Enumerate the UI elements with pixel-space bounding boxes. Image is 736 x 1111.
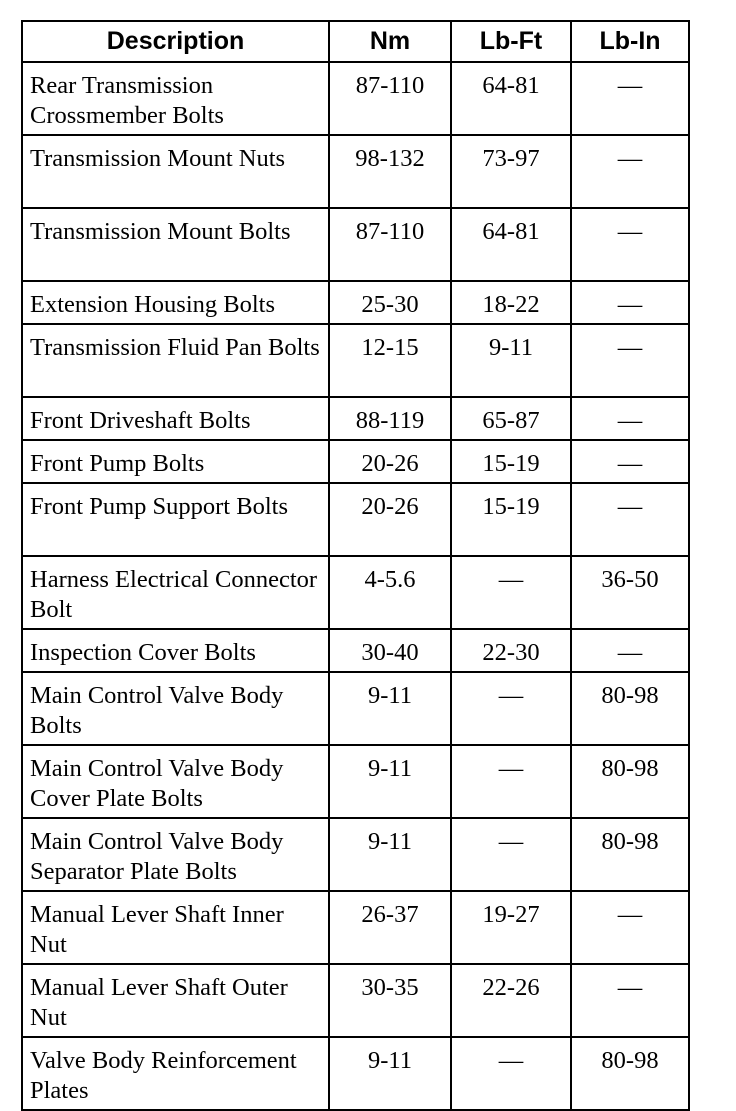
description-cell: Main Control Valve Body Cover Plate Bolts [22, 745, 329, 818]
nm-cell: 25-30 [329, 281, 451, 324]
nm-cell: 9-11 [329, 1037, 451, 1110]
lb-in-cell: 80-98 [571, 672, 689, 745]
nm-cell: 4-5.6 [329, 556, 451, 629]
description-cell: Transmission Mount Nuts [22, 135, 329, 208]
description-cell: Manual Lever Shaft Inner Nut [22, 891, 329, 964]
lb-ft-cell: — [451, 1037, 571, 1110]
table-row [22, 556, 689, 629]
description-cell: Transmission Mount Bolts [22, 208, 329, 281]
lb-in-cell: — [571, 964, 689, 1037]
table-row [22, 629, 689, 672]
lb-ft-cell: — [451, 556, 571, 629]
nm-cell: 30-40 [329, 629, 451, 672]
lb-in-cell: — [571, 629, 689, 672]
table-row [22, 818, 689, 891]
header-row [22, 21, 689, 62]
lb-ft-cell: 15-19 [451, 483, 571, 556]
lb-ft-cell: 18-22 [451, 281, 571, 324]
description-cell: Front Driveshaft Bolts [22, 397, 329, 440]
table-body [22, 62, 689, 1110]
description-cell: Main Control Valve Body Separator Plate Bolts [22, 818, 329, 891]
lb-in-cell: — [571, 440, 689, 483]
nm-cell: 87-110 [329, 62, 451, 135]
table-row [22, 281, 689, 324]
nm-cell: 20-26 [329, 440, 451, 483]
description-cell: Front Pump Bolts [22, 440, 329, 483]
table-row [22, 1037, 689, 1110]
nm-cell: 12-15 [329, 324, 451, 397]
table-row [22, 135, 689, 208]
nm-cell: 87-110 [329, 208, 451, 281]
lb-ft-cell: 65-87 [451, 397, 571, 440]
header-description: Description [22, 21, 329, 62]
lb-ft-cell: — [451, 745, 571, 818]
description-cell: Inspection Cover Bolts [22, 629, 329, 672]
description-cell: Rear Transmission Crossmember Bolts [22, 62, 329, 135]
table-row [22, 964, 689, 1037]
lb-in-cell: — [571, 62, 689, 135]
nm-cell: 9-11 [329, 672, 451, 745]
nm-cell: 30-35 [329, 964, 451, 1037]
lb-in-cell: — [571, 281, 689, 324]
nm-cell: 20-26 [329, 483, 451, 556]
lb-ft-cell: 64-81 [451, 62, 571, 135]
table-row [22, 891, 689, 964]
table-row [22, 672, 689, 745]
table-row [22, 397, 689, 440]
lb-in-cell: 80-98 [571, 745, 689, 818]
lb-in-cell: — [571, 397, 689, 440]
lb-in-cell: 80-98 [571, 1037, 689, 1110]
nm-cell: 9-11 [329, 745, 451, 818]
table-row [22, 745, 689, 818]
nm-cell: 26-37 [329, 891, 451, 964]
header-lb-in: Lb-In [571, 21, 689, 62]
lb-in-cell: 36-50 [571, 556, 689, 629]
table-row [22, 440, 689, 483]
lb-ft-cell: 19-27 [451, 891, 571, 964]
lb-ft-cell: 22-26 [451, 964, 571, 1037]
table-row [22, 208, 689, 281]
description-cell: Valve Body Reinforcement Plates [22, 1037, 329, 1110]
description-cell: Transmission Fluid Pan Bolts [22, 324, 329, 397]
lb-ft-cell: — [451, 818, 571, 891]
description-cell: Front Pump Support Bolts [22, 483, 329, 556]
lb-in-cell: 80-98 [571, 818, 689, 891]
table-row [22, 483, 689, 556]
lb-ft-cell: 9-11 [451, 324, 571, 397]
torque-spec-table [21, 20, 690, 1111]
lb-ft-cell: 64-81 [451, 208, 571, 281]
lb-in-cell: — [571, 483, 689, 556]
nm-cell: 9-11 [329, 818, 451, 891]
table-row [22, 62, 689, 135]
lb-in-cell: — [571, 135, 689, 208]
table-row [22, 324, 689, 397]
description-cell: Harness Electrical Connector Bolt [22, 556, 329, 629]
header-lb-ft: Lb-Ft [451, 21, 571, 62]
description-cell: Extension Housing Bolts [22, 281, 329, 324]
lb-ft-cell: 73-97 [451, 135, 571, 208]
nm-cell: 88-119 [329, 397, 451, 440]
description-cell: Manual Lever Shaft Outer Nut [22, 964, 329, 1037]
lb-in-cell: — [571, 891, 689, 964]
lb-in-cell: — [571, 324, 689, 397]
nm-cell: 98-132 [329, 135, 451, 208]
header-nm: Nm [329, 21, 451, 62]
lb-in-cell: — [571, 208, 689, 281]
lb-ft-cell: 15-19 [451, 440, 571, 483]
description-cell: Main Control Valve Body Bolts [22, 672, 329, 745]
lb-ft-cell: 22-30 [451, 629, 571, 672]
lb-ft-cell: — [451, 672, 571, 745]
